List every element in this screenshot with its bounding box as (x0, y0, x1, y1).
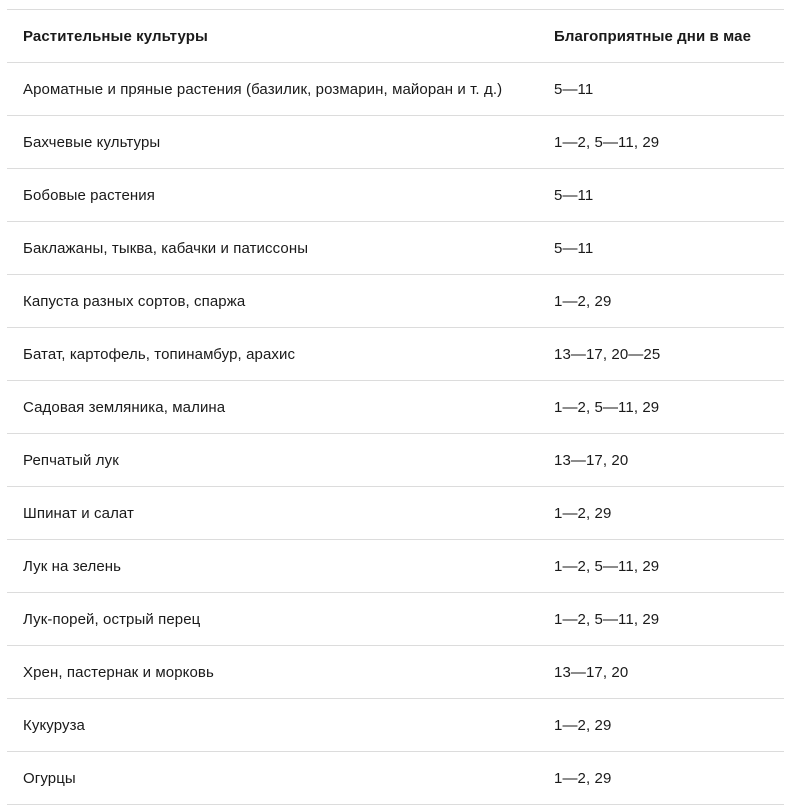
days-cell: 13—17, 20 (554, 451, 629, 469)
days-cell: 1—2, 5—11, 29 (554, 610, 660, 628)
table-row (7, 434, 784, 487)
table-row (7, 752, 784, 805)
table-row (7, 699, 784, 752)
table-body (7, 63, 784, 805)
crop-cell: Огурцы (23, 769, 76, 787)
table-row (7, 275, 784, 328)
table-row (7, 487, 784, 540)
crop-cell: Ароматные и пряные растения (базилик, розмарин, майоран и т. д.) (23, 80, 503, 98)
table-row (7, 222, 784, 275)
table-row (7, 540, 784, 593)
planting-days-table (7, 9, 784, 805)
crop-cell: Капуста разных сортов, спаржа (23, 292, 246, 310)
table-row (7, 328, 784, 381)
crop-cell: Лук на зелень (23, 557, 122, 575)
table-row (7, 169, 784, 222)
table-row (7, 593, 784, 646)
days-cell: 1—2, 5—11, 29 (554, 398, 660, 416)
days-cell: 5—11 (554, 186, 594, 204)
crop-cell: Лук-порей, острый перец (23, 610, 201, 628)
crop-cell: Баклажаны, тыква, кабачки и патиссоны (23, 239, 309, 257)
crop-cell: Хрен, пастернак и морковь (23, 663, 214, 681)
table-row (7, 63, 784, 116)
crop-cell: Бахчевые культуры (23, 133, 161, 151)
days-cell: 1—2, 29 (554, 716, 612, 734)
days-cell: 5—11 (554, 80, 594, 98)
days-cell: 1—2, 29 (554, 769, 612, 787)
crop-cell: Кукуруза (23, 716, 85, 734)
days-cell: 1—2, 5—11, 29 (554, 133, 660, 151)
table-row (7, 116, 784, 169)
crop-cell: Шпинат и салат (23, 504, 135, 522)
table-row (7, 646, 784, 699)
days-cell: 1—2, 5—11, 29 (554, 557, 660, 575)
days-cell: 5—11 (554, 239, 594, 257)
crop-cell: Садовая земляника, малина (23, 398, 226, 416)
crop-cell: Репчатый лук (23, 451, 119, 469)
table-header-row (7, 10, 784, 63)
crop-cell: Батат, картофель, топинамбур, арахис (23, 345, 296, 363)
days-cell: 1—2, 29 (554, 504, 612, 522)
table-row (7, 381, 784, 434)
days-cell: 13—17, 20 (554, 663, 629, 681)
crop-cell: Бобовые растения (23, 186, 155, 204)
days-cell: 13—17, 20—25 (554, 345, 661, 363)
header-days: Благоприятные дни в мае (554, 27, 752, 45)
days-cell: 1—2, 29 (554, 292, 612, 310)
header-crop: Растительные культуры (23, 27, 208, 45)
